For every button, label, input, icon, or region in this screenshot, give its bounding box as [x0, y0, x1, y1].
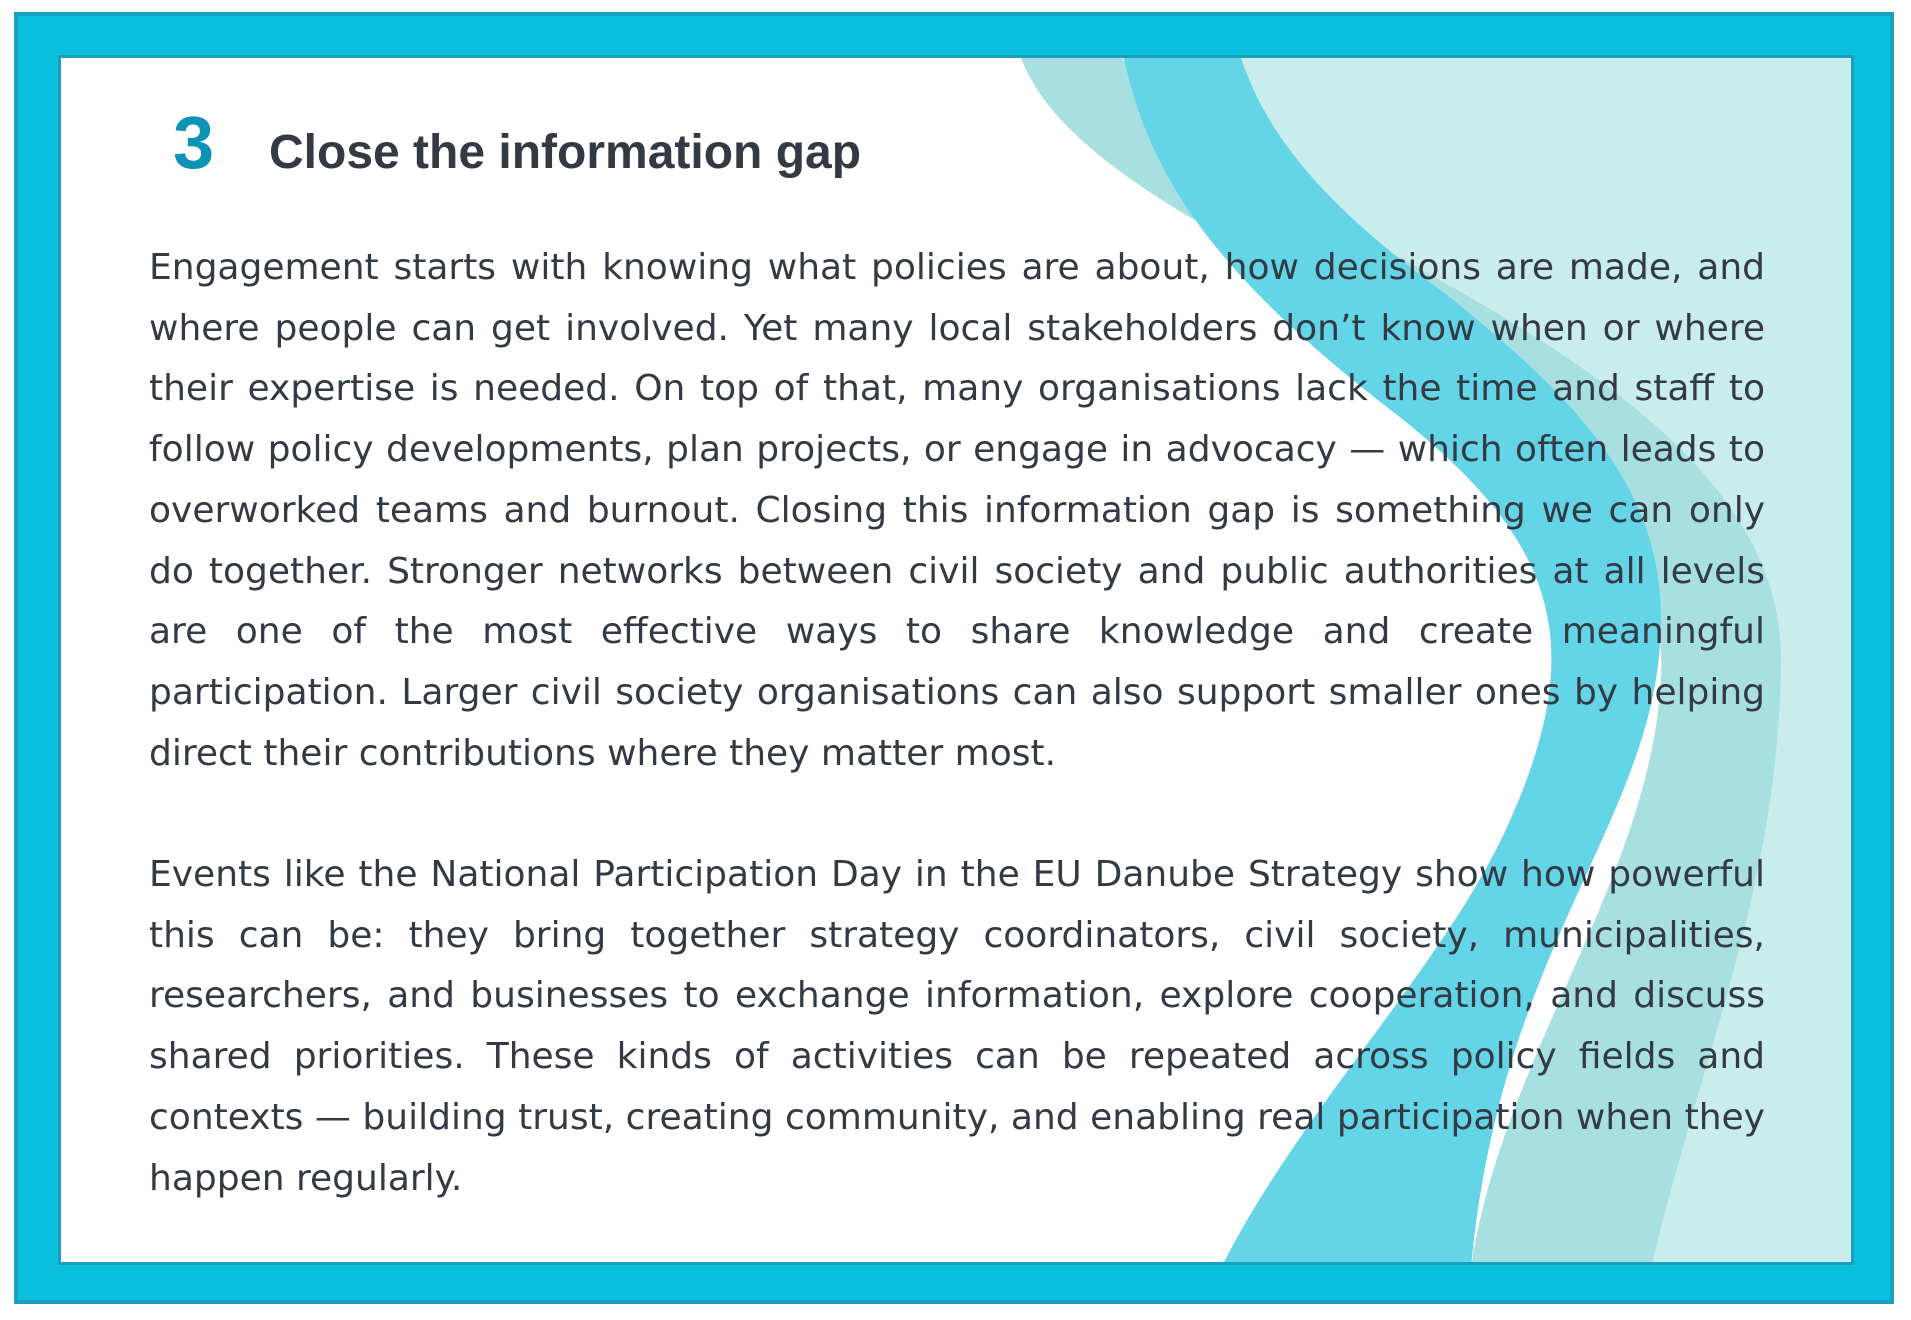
- body-text: [149, 238, 1765, 1209]
- section-heading: [173, 101, 862, 184]
- section-number: 3: [173, 101, 215, 184]
- paragraph-2: Events like the National Participation Day in the EU Danube Strategy show how powerful this can be: they bring together strategy coordinators, civil society, municipalities, researchers, and businesses to exchange information, explore cooperation, and discuss shared priorities. These kinds of activities can be repeated across policy fields and contexts — building trust, creating community, and enabling real participation when they happen regularly.: [149, 854, 1765, 1199]
- paragraph-1: Engagement starts with knowing what policies are about, how decisions are made, and where people can get involved. Yet many local stakeholders don’t know when or where their expertise is needed. On top of that, many organisations lack the time and staff to follow policy developments, plan projects, or engage in advocacy — which often leads to overworked teams and burnout. Closing this information gap is something we can only do together. Stronger networks between civil society and public authorities at all levels are one of the most effective ways to share knowledge and create meaningful participation. Larger civil society organisations can also support smaller ones by helping direct their contributions where they matter most.: [149, 247, 1765, 774]
- content-panel: [58, 55, 1854, 1265]
- section-title: Close the information gap: [269, 126, 862, 179]
